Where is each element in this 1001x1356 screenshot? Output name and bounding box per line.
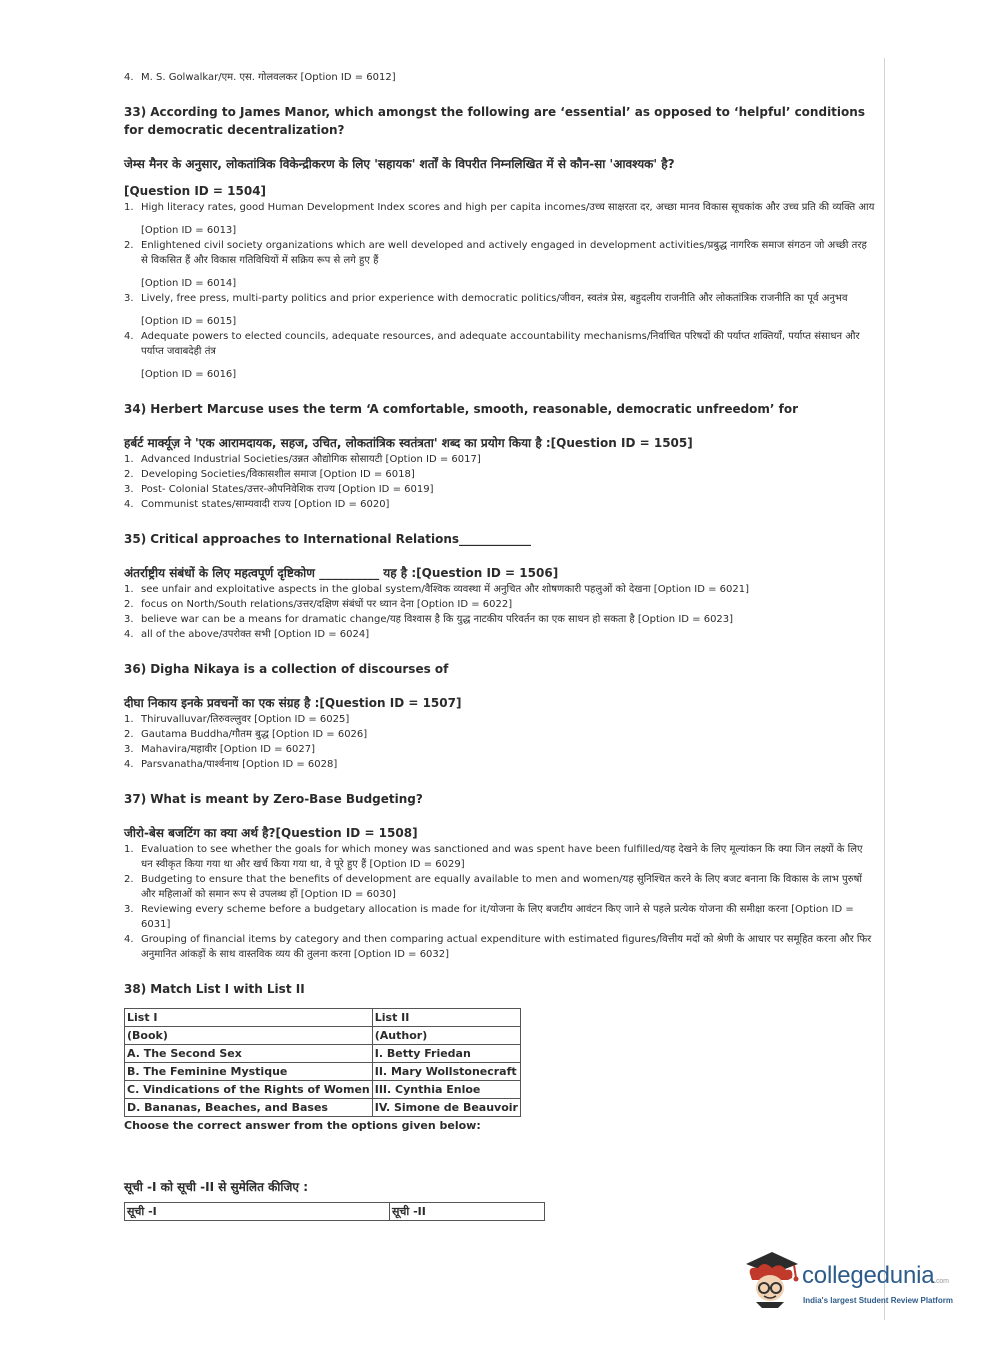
option-item: 4. all of the above/उपरोक्त सभी [Option ID = 6024] (124, 629, 370, 640)
option-item: 4. Parsvanatha/पार्श्वनाथ [Option ID = 6028] (124, 759, 338, 770)
option-item: 1. Thiruvalluvar/तिरुवल्लुवर [Option ID = 6025] (124, 714, 350, 725)
question-35-options (124, 582, 876, 642)
option-item: 3. Mahavira/महावीर [Option ID = 6027] (124, 744, 316, 755)
option-item: 1. High literacy rates, good Human Development Index scores and high per capita incomes/उच्च साक्षरता दर, अच्छा मानव विकास सूचकांक और उच्च प्रति की व्यक्ति आय (124, 202, 875, 213)
question-33-hindi: जेम्स मैनर के अनुसार, लोकतांत्रिक विकेन्द्रीकरण के लिए 'सहायक' शर्तों के विपरीत निम्नलिखित में से कौन-सा 'आवश्यक' है? (124, 157, 675, 171)
question-37-english: 37) What is meant by Zero-Base Budgeting? (124, 792, 423, 806)
match-table-hindi (124, 1202, 545, 1221)
page-right-border (884, 58, 885, 1320)
question-37-hindi: जीरो-बेस बजटिंग का क्या अर्थ है?[Question ID = 1508] (124, 826, 418, 840)
student-mascot-icon (742, 1250, 804, 1312)
question-33-english: 33) According to James Manor, which amongst the following are ‘essential’ as opposed to ‘helpful’ conditions for democratic decentralization? (124, 105, 865, 137)
option-item: 3. Post- Colonial States/उत्तर-औपनिवेशिक राज्य [Option ID = 6019] (124, 484, 434, 495)
option-item: 1. see unfair and exploitative aspects in the global system/वैश्विक व्यवस्था में अनुचित और शोषणकारी पहलुओं को देखना [Option ID = 6021] (124, 584, 749, 595)
question-38-english: 38) Match List I with List II (124, 982, 305, 996)
question-35-english: 35) Critical approaches to International Relations____________ (124, 532, 532, 546)
option-item: 3. Reviewing every scheme before a budgetary allocation is made for it/योजना के लिए बजटीय आवंटन किए जाने से पहले प्रत्येक योजना की समीक्षा करना [Option ID = 6031] (124, 904, 854, 930)
question-34-options (124, 452, 876, 512)
option-item: 2. Developing Societies/विकासशील समाज [Option ID = 6018] (124, 469, 415, 480)
table-row: B. The Feminine Mystique II. Mary Wollstonecraft (125, 1063, 521, 1081)
option-item: 2. Budgeting to ensure that the benefits of development are equally available to men and women/यह सुनिश्चित करने के लिए बजट बनाना कि विकास के लाभ पुरुषों और महिलाओं को समान रूप से उपलब्ध हों [Option ID = 6030] (124, 874, 863, 900)
collegedunia-logo (742, 1250, 972, 1312)
option-id: [Option ID = 6014] (141, 278, 237, 289)
table-row: D. Bananas, Beaches, and Bases IV. Simone de Beauvoir (125, 1099, 521, 1117)
option-item: 3. believe war can be a means for dramatic change/यह विश्वास है कि युद्ध नाटकीय परिवर्तन का एक साधन हो सकता है [Option ID = 6023] (124, 614, 734, 625)
question-36-english: 36) Digha Nikaya is a collection of discourses of (124, 662, 449, 676)
option-item: 2. Enlightened civil society organizations which are well developed and actively engaged in development activities/प्रबुद्ध नागरिक समाज संगठन जो अच्छी तरह से विकसित हैं और विकास गतिविधियों में सक्रिय रूप से लगे हुए हैं (124, 240, 867, 266)
option-item: 1. Advanced Industrial Societies/उन्नत औद्योगिक सोसायटी [Option ID = 6017] (124, 454, 481, 465)
option-item: 4. Communist states/साम्यवादी राज्य [Option ID = 6020] (124, 499, 390, 510)
question-36-options (124, 712, 876, 772)
question-36-hindi: दीघा निकाय इनके प्रवचनों का एक संग्रह है :[Question ID = 1507] (124, 696, 462, 710)
option-item: 3. Lively, free press, multi-party politics and prior experience with democratic politics/जीवन, स्वतंत्र प्रेस, बहुदलीय राजनीति और लोकतांत्रिक राजनीति का पूर्व अनुभव (124, 293, 848, 304)
option-id: [Option ID = 6015] (141, 316, 237, 327)
logo-wordmark: collegedunia (802, 1262, 935, 1289)
option-item: 1. Evaluation to see whether the goals for which money was sanctioned and was spent have been fulfilled/यह देखने के लिए मूल्यांकन कि क्या जिन लक्ष्यों के लिए धन स्वीकृत किया गया था और खर्च किया गया था, वे पूरे हुए हैं [Option ID = 6029] (124, 844, 863, 870)
table-row: सूची -I सूची -II (125, 1203, 545, 1221)
match-table (124, 1008, 521, 1117)
question-33-id: [Question ID = 1504] (124, 184, 267, 198)
table-row: (Book) (Author) (125, 1027, 521, 1045)
table-row: List I List II (125, 1009, 521, 1027)
question-33-options (124, 200, 876, 382)
option-item: 4. Grouping of financial items by category and then comparing actual expenditure with estimated figures/वित्तीय मदों को श्रेणी के आधार पर समूहित करना और फिर अनुमानित आंकड़ों के साथ वास्तविक व्यय की तुलना करना [Option ID = 6032] (124, 934, 872, 960)
question-37-options (124, 842, 876, 962)
question-34-hindi: हर्बर्ट मार्क्यूज़ ने 'एक आरामदायक, सहज, उचित, लोकतांत्रिक स्वतंत्रता' शब्द का प्रयोग किया है :[Question ID = 1505] (124, 436, 693, 450)
table-row: A. The Second Sex I. Betty Friedan (125, 1045, 521, 1063)
option-item: 2. Gautama Buddha/गौतम बुद्ध [Option ID = 6026] (124, 729, 368, 740)
question-38-hindi: सूची -I को सूची -II से सुमेलित कीजिए : (124, 1180, 309, 1194)
question-34-english: 34) Herbert Marcuse uses the term ‘A comfortable, smooth, reasonable, democratic unfreedom’ for (124, 402, 799, 416)
table-row: C. Vindications of the Rights of Women III. Cynthia Enloe (125, 1081, 521, 1099)
logo-suffix: .com (934, 1278, 949, 1285)
choose-instruction: Choose the correct answer from the options given below: (124, 1119, 481, 1132)
document-content (124, 70, 876, 1221)
option-line: 4. M. S. Golwalkar/एम. एस. गोलवलकर [Option ID = 6012] (124, 72, 396, 83)
logo-tagline: India's largest Student Review Platform (803, 1296, 953, 1305)
question-35-hindi: अंतर्राष्ट्रीय संबंधों के लिए महत्वपूर्ण दृष्टिकोण __________ यह है :[Question ID = 1506] (124, 566, 559, 580)
option-item: 2. focus on North/South relations/उत्तर/दक्षिण संबंधों पर ध्यान देना [Option ID = 6022] (124, 599, 513, 610)
option-id: [Option ID = 6013] (141, 225, 237, 236)
option-id: [Option ID = 6016] (141, 369, 237, 380)
option-item: 4. Adequate powers to elected councils, adequate resources, and adequate accountability mechanisms/निर्वाचित परिषदों की पर्याप्त शक्तियाँ, पर्याप्त संसाधन और पर्याप्त जवाबदेही तंत्र (124, 331, 860, 357)
